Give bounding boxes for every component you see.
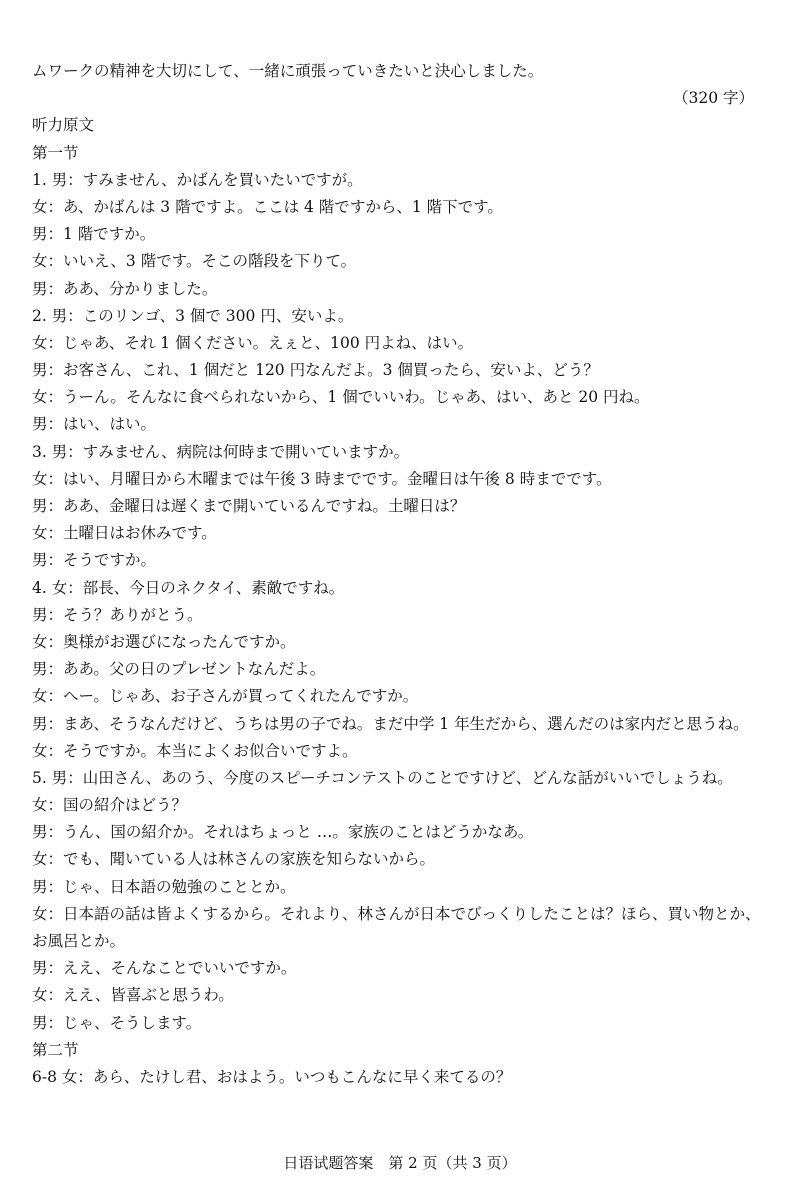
dialogue-line: 男：ああ。父の日のプレゼントなんだよ。 [32, 660, 326, 679]
dialogue-line: 男：ああ、金曜日は遅くまで開いているんですね。土曜日は？ [32, 497, 466, 515]
dialogue-line: 男：お客さん、これ、1 個だと 120 円なんだよ。3 個買ったら、安いよ、どう？ [32, 361, 599, 380]
dialogue-line: 女：へー。じゃあ、お子さんが買ってくれたんですか。 [32, 687, 419, 706]
dialogue-line: 4. 女：部長、今日のネクタイ、素敵ですね。 [32, 578, 345, 597]
part-heading: 第二节 [32, 1040, 79, 1059]
dialogue-line: 女：じゃあ、それ 1 個ください。えぇと、100 円よね、はい。 [32, 333, 474, 352]
dialogue-line: 女：ええ、皆喜ぶと思うわ。 [32, 986, 234, 1005]
dialogue-line: 女：国の紹介はどう？ [32, 796, 188, 815]
text-line: ムワークの精神を大切にして、一緒に頑張っていきたいと決心しました。 [32, 62, 544, 80]
dialogue-line: 女：でも、聞いている人は林さんの家族を知らないから。 [32, 850, 436, 869]
dialogue-line: 男：そう？ありがとう。 [32, 605, 203, 624]
dialogue-line: 男：じゃ、そうします。 [32, 1013, 202, 1032]
dialogue-line: 男：まあ、そうなんだけど、うちは男の子でね。まだ中学 1 年生だから、選んだのは家内だと思うね。 [32, 714, 749, 733]
dialogue-line: 男：1 階ですか。 [32, 225, 156, 244]
dialogue-line: 男：そうですか。 [32, 551, 157, 570]
dialogue-line: 男：うん、国の紹介か。それはちょっと …。家族のことはどうかなあ。 [32, 823, 534, 842]
dialogue-line: 男：じゃ、日本語の勉強のこととか。 [32, 877, 296, 896]
dialogue-line: 女：日本語の話は皆よくするから。それより、林さんが日本でびっくりしたことは？ほら、買い物とか、 [32, 904, 761, 923]
dialogue-line: 5. 男：山田さん、あのう、今度のスピーチコンテストのことですけど、どんな話がいいでしょうね。 [32, 768, 733, 787]
dialogue-line: 3. 男：すみません、病院は何時まで開いていますか。 [32, 442, 410, 461]
page-footer: 日语试题答案 第 2 页（共 3 页） [283, 1154, 517, 1172]
word-count: （320 字） [672, 89, 754, 108]
dialogue-line: 女：そうですか。本当によくお似合いですよ。 [32, 741, 358, 760]
dialogue-line: 女：あ、かばんは 3 階ですよ。ここは 4 階ですから、1 階下です。 [32, 197, 503, 216]
dialogue-line: 女：はい、月曜日から木曜までは午後 3 時までです。金曜日は午後 8 時までです。 [32, 469, 612, 488]
dialogue-line: 2. 男：このリンゴ、3 個で 300 円、安いよ。 [32, 306, 354, 325]
dialogue-line: 男：ええ、そんなことでいいですか。 [32, 959, 297, 978]
dialogue-line: 女：うーん。そんなに食べられないから、1 個でいいわ。じゃあ、はい、あと 20 円ね。 [32, 388, 650, 407]
dialogue-line: 6-8 女：あら、たけし君、おはよう。いつもこんなに早く来てるの？ [32, 1067, 512, 1086]
section-heading: 听力原文 [32, 116, 95, 135]
dialogue-line: 女：奥様がお選びになったんですか。 [32, 632, 296, 651]
dialogue-line: お風呂とか。 [32, 932, 126, 950]
dialogue-line: 女：いいえ、3 階です。そこの階段を下りて。 [32, 252, 357, 271]
part-heading: 第一节 [32, 143, 79, 162]
dialogue-line: 1. 男：すみません、かばんを買いたいですが。 [32, 170, 363, 189]
dialogue-line: 女：土曜日はお休みです。 [32, 524, 217, 543]
document-body [32, 58, 772, 1091]
dialogue-line: 男：ああ、分かりました。 [32, 279, 218, 298]
dialogue-line: 男：はい、はい。 [32, 415, 157, 434]
